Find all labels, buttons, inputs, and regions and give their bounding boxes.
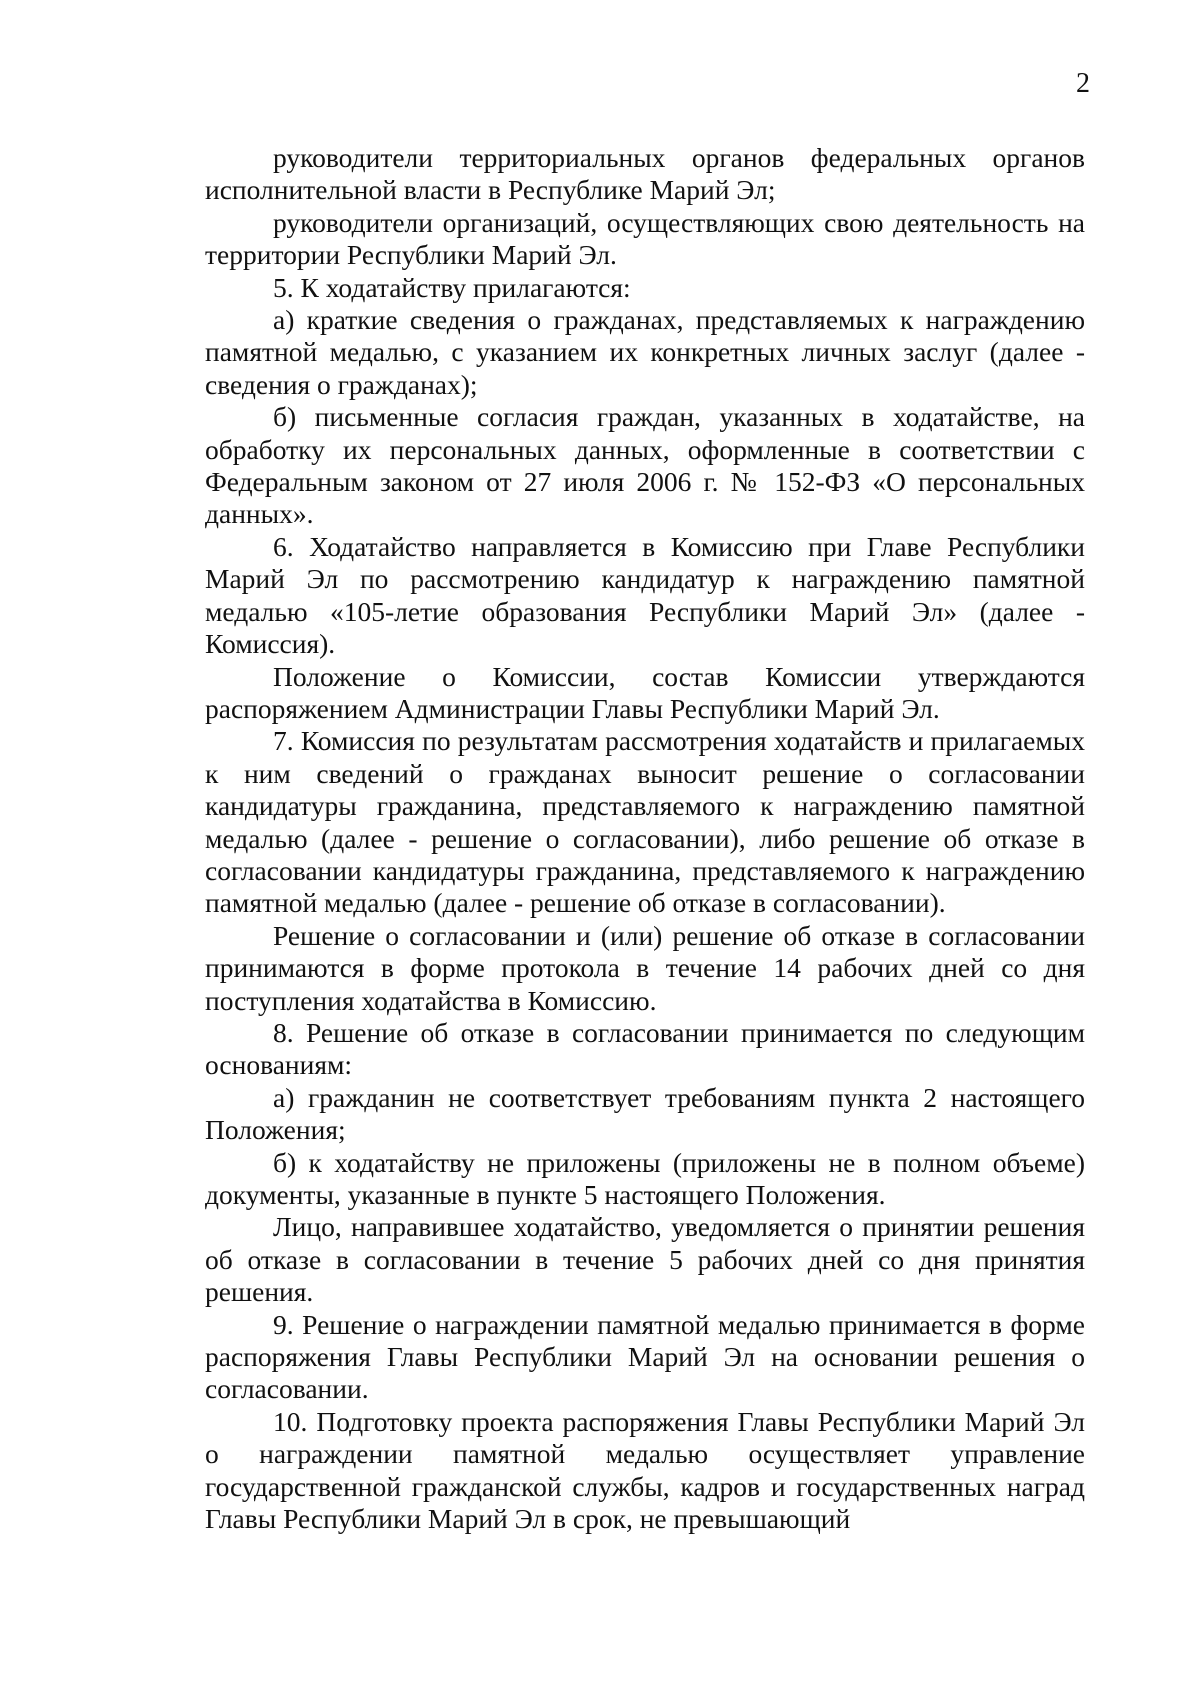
paragraph: Решение о согласовании и (или) решение об отказе в согласовании принимаются в форме протокола в течение 14 рабочих дней со дня поступления ходатайства в Комиссию. — [205, 919, 1085, 1016]
document-body — [205, 142, 1085, 1535]
paragraph: 10. Подготовку проекта распоряжения Главы Республики Марий Эл о награждении памятной медалью осуществляет управление государственной гражданской службы, кадров и государственных наград Главы Республики Марий Эл в срок, не превышающий — [205, 1405, 1085, 1535]
paragraph: руководители организаций, осуществляющих свою деятельность на территории Республики Марий Эл. — [205, 206, 1085, 271]
paragraph: руководители территориальных органов федеральных органов исполнительной власти в Республике Марий Эл; — [205, 142, 1085, 206]
page-number: 2 — [1076, 68, 1090, 99]
paragraph: Положение о Комиссии, состав Комиссии утверждаются распоряжением Администрации Главы Республики Марий Эл. — [205, 660, 1085, 724]
paragraph: б) письменные согласия граждан, указанных в ходатайстве, на обработку их персональных данных, оформленные в соответствии с Федеральным законом от 27 июля 2006 г. № 152-ФЗ «О персональных данных». — [205, 401, 1085, 530]
paragraph: 5. К ходатайству прилагаются: — [273, 271, 631, 303]
paragraph: б) к ходатайству не приложены (приложены не в полном объеме) документы, указанные в пункте 5 настоящего Положения. — [205, 1146, 1085, 1210]
paragraph: а) гражданин не соответствует требованиям пункта 2 настоящего Положения; — [205, 1081, 1085, 1146]
paragraph: 6. Ходатайство направляется в Комиссию при Главе Республики Марий Эл по рассмотрению кандидатур к награждению памятной медалью «105-летие образования Республики Марий Эл» (далее - Комиссия). — [205, 530, 1085, 660]
paragraph: 7. Комиссия по результатам рассмотрения ходатайств и прилагаемых к ним сведений о гражданах выносит решение о согласовании кандидатуры гражданина, представляемого к награждению памятной медалью (далее - решение о согласовании), либо решение об отказе в согласовании кандидатуры гражданина, представляемого к награждению памятной медалью (далее - решение об отказе в согласовании). — [205, 725, 1085, 919]
paragraph: Лицо, направившее ходатайство, уведомляется о принятии решения об отказе в согласовании в течение 5 рабочих дней со дня принятия решения. — [205, 1211, 1085, 1308]
paragraph: а) краткие сведения о гражданах, представляемых к награждению памятной медалью, с указанием их конкретных личных заслуг (далее - сведения о гражданах); — [205, 304, 1085, 400]
paragraph: 8. Решение об отказе в согласовании принимается по следующим основаниям: — [205, 1016, 1085, 1081]
paragraph: 9. Решение о награждении памятной медалью принимается в форме распоряжения Главы Республики Марий Эл на основании решения о согласовании. — [205, 1308, 1085, 1405]
